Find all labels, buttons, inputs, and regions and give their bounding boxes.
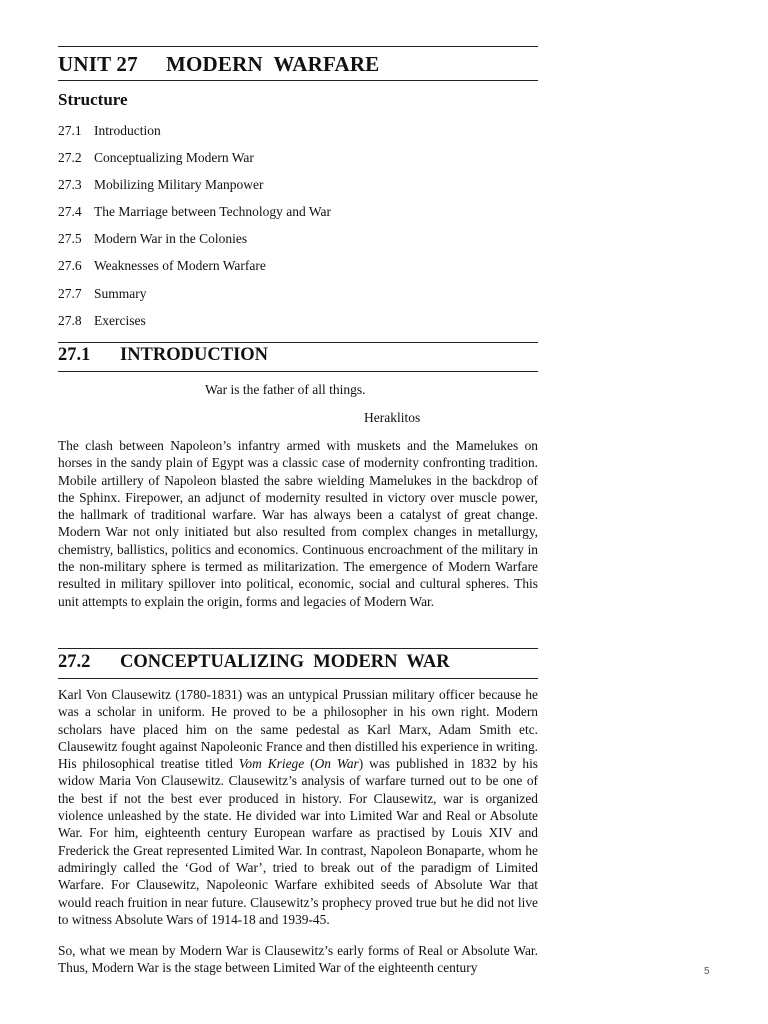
page-number: 5 bbox=[704, 966, 710, 977]
epigraph-author: Heraklitos bbox=[364, 410, 421, 425]
toc-item bbox=[58, 203, 331, 230]
paragraph-text: ( bbox=[304, 756, 315, 772]
intro-paragraph: The clash between Napoleon’s infantry armed with muskets and the Mamelukes on horses in the sandy plain of Egypt was a classic case of modernity confronting tradition. Mobile artillery of Napoleon blasted the sabre wielding Mamelukes in the backdrop of the Sphinx. Firepower, an adjunct of modernity resulted in victory over muscle power, the hallmark of traditional warfare. War has always been a catalyst of great change. Modern War not only initiated but also resulted from complex changes in metallurgy, chemistry, ballistics, politics and economics. Continuous encroachment of the military in the non-military sphere is termed as militarization. The emergence of Modern Warfare resulted in military spillover into political, economic, social and cultural spheres. This unit attempts to explain the origin, forms and legacies of Modern War. bbox=[58, 438, 538, 609]
unit-title bbox=[58, 52, 379, 77]
epigraph-quote: War is the father of all things. bbox=[205, 382, 366, 397]
toc-num: 27.7 bbox=[58, 285, 82, 301]
toc-label: Weaknesses of Modern Warfare bbox=[94, 258, 266, 274]
toc-item bbox=[58, 149, 331, 176]
structure-list bbox=[58, 122, 331, 339]
toc-num: 27.6 bbox=[58, 258, 82, 274]
toc-num: 27.4 bbox=[58, 204, 82, 220]
toc-item bbox=[58, 176, 331, 203]
paragraph-text: Karl Von Clausewitz (1780-1831) was an untypical Prussian military officer because he was a scholar in uniform. He proved to be a philosopher in his own right. Modern scholars have placed him on the same pedestal as Karl Marx, Adam Smith etc. Clausewitz fought against Napoleonic France and then distilled his experience in writing. His philosophical treatise titled bbox=[58, 687, 538, 772]
toc-num: 27.1 bbox=[58, 123, 82, 138]
toc-label: The Marriage between Technology and War bbox=[94, 204, 332, 220]
toc-label: Summary bbox=[94, 285, 147, 301]
toc-item bbox=[58, 285, 331, 312]
section-rule bbox=[58, 678, 538, 679]
toc-item bbox=[58, 312, 331, 339]
toc-label: Conceptualizing Modern War bbox=[94, 150, 254, 166]
toc-num: 27.8 bbox=[58, 312, 82, 328]
clausewitz-paragraph bbox=[58, 686, 538, 928]
toc-item bbox=[58, 122, 331, 149]
title-rule bbox=[58, 80, 538, 81]
toc-label: Modern War in the Colonies bbox=[94, 231, 248, 247]
unit-number: UNIT 27 bbox=[58, 52, 138, 76]
unit-name: MODERN WARFARE bbox=[166, 52, 380, 76]
toc-num: 27.3 bbox=[58, 177, 82, 193]
toc-item bbox=[58, 230, 331, 257]
structure-heading: Structure bbox=[58, 90, 128, 109]
section-title: INTRODUCTION bbox=[120, 345, 269, 365]
section-number: 27.1 bbox=[58, 345, 91, 365]
toc-label: Mobilizing Military Manpower bbox=[94, 177, 264, 193]
section-number: 27.2 bbox=[58, 652, 91, 672]
section-rule bbox=[58, 342, 538, 343]
paragraph-text: ) was published in 1832 by his widow Maria Von Clausewitz. Clausewitz’s analysis of warfare turned out to be one of the best if not the best ever produced in history. For Clausewitz, war is organized violence unleashed by the state. He divided war into Limited War and Real or Absolute War. For him, eighteenth century European warfare as practised by Louis XIV and Frederick the Great represented Limited War. In contrast, Napoleon Bonaparte, whom he admiringly called the ‘God of War’, tried to break out of the paradigm of Limited Warfare. For Clausewitz, Napoleonic Warfare exhibited seeds of Absolute War that would reach fruition in near future. Clausewitz’s prophecy proved true but he did not live to witness Absolute Wars of 1914-18 and 1939-45. bbox=[58, 756, 539, 927]
book-title: Vom Kriege bbox=[238, 756, 305, 772]
modern-war-paragraph: So, what we mean by Modern War is Clausewitz’s early forms of Real or Absolute War. Thus, Modern War is the stage between Limited War of the eighteenth century bbox=[58, 943, 538, 976]
toc-num: 27.5 bbox=[58, 231, 82, 247]
section-heading-introduction bbox=[58, 345, 268, 366]
section-heading-conceptualizing bbox=[58, 652, 450, 673]
toc-label: Introduction bbox=[94, 123, 161, 138]
top-rule bbox=[58, 46, 538, 47]
section-title: CONCEPTUALIZING MODERN WAR bbox=[120, 652, 450, 672]
section-rule bbox=[58, 371, 538, 372]
toc-item bbox=[58, 257, 331, 284]
toc-label: Exercises bbox=[94, 312, 146, 328]
section-rule bbox=[58, 648, 538, 649]
book-title-english: On War bbox=[314, 756, 359, 772]
toc-num: 27.2 bbox=[58, 150, 82, 166]
